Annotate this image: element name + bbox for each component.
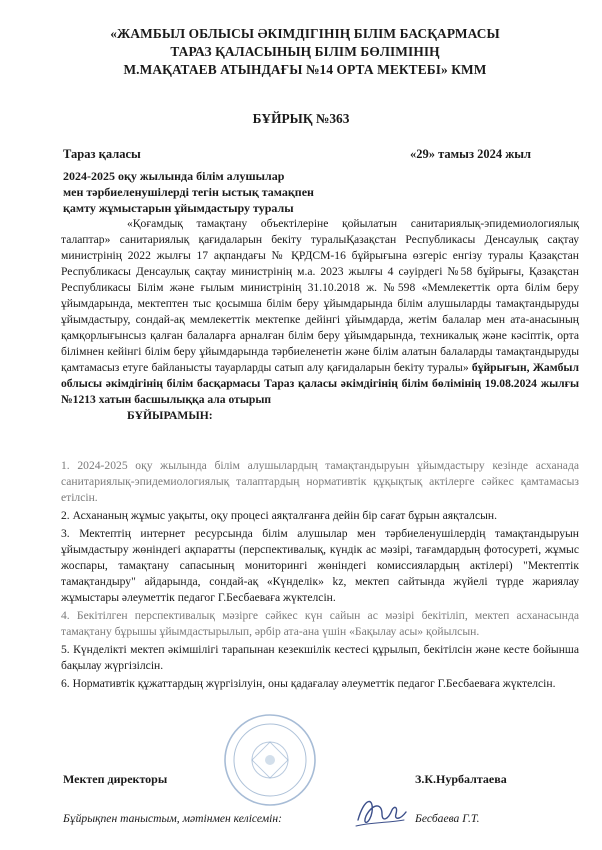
- header-line-1: «ЖАМБЫЛ ОБЛЫСЫ ӘКІМДІГІНІҢ БІЛІМ БАСҚАРМАСЫ: [110, 26, 500, 41]
- item-text: Мектептің интернет ресурсында білім алушылар мен тәрбиеленушілердің тамақтандыруын ұйымдастыру жөніндегі ақпаратты (перспективалық, күндік ас мәзірі, тағамдардың фотосуреті, жұмыс жоспары, тамақтану сапасының мониторингі жөніндегі комиссиялардың актілері) "Мектептік тамақтандыру" айдарында, сондай-ақ «Күнделік» kz, мектеп сайтында жүйелі түрде жариялау жұмыстары әлеуметтік педагог Г.Бесбаеваға жүктелсін.: [61, 527, 579, 604]
- item-number: 5.: [61, 643, 70, 656]
- intro-bold-tail: бұйрығын, Жамбыл облысы әкімдігінің білім басқармасы Тараз қаласы әкімдігінің білім бөлімінің 19.08.2024 жылғы №1213 хатын басшылыққа ала отырып: [61, 361, 579, 406]
- item-text: Күнделікті мектеп әкімшілігі тарапынан кезекшілік кестесі құрылып, бекітілсін және кесте бойынша бақылау жүргізілсін.: [61, 643, 579, 672]
- order-item-4: [61, 608, 579, 640]
- order-item-3: [61, 526, 579, 606]
- acknowledgement-name: Бесбаева Г.Т.: [415, 812, 480, 825]
- intro-text: «Қоғамдық тамақтану объектілеріне қойылатын санитариялық-эпидемиологиялық талаптар» санитариялық қағидаларын бекіту туралыҚазақстан Республикасы Денсаулық сақтау министрінің 2022 жылғы 17 ақпандағы № ҚРДСМ-16 бұйрығына өзгеріс енгізу туралы Қазақстан Республикасы Денсаулық сақтау министрінің м.а. 2023 жылғы 4 сәуірдегі №58 бұйрығы, Қазақстан Республикасы Білім және ғылым министрінің 31.10.2018 ж. №598 «Мемлекеттік орта білім беру ұйымдарында, мектептен тыс қосымша білім беру ұйымдарында білім алушыларды тамақтандыруды ұйымдастыру, сондай-ақ мемлекеттік мектепке дейінгі ұйымдарда, жетім балалар мен ата-анасының қамқорлығынсыз қалған балаларға арналған білім беру ұйымдарында, техникалық және кәсіптік, орта білімнен кейінгі білім беру ұйымдарында тәрбиеленетін және білім алатын балаларды тамақтандыруды қамтамасыз етуге байланысты тауарларды сатып алу қағидаларын бекіту туралы»: [61, 217, 579, 374]
- city-label: Тараз қаласы: [63, 147, 141, 161]
- header-line-2: ТАРАЗ ҚАЛАСЫНЫҢ БІЛІМ БӨЛІМІНІҢ: [170, 44, 440, 59]
- command-word: БҰЙЫРАМЫН:: [127, 409, 213, 422]
- header-line-3: М.МАҚАТАЕВ АТЫНДАҒЫ №14 ОРТА МЕКТЕБІ» КММ: [123, 62, 487, 77]
- item-text: Бекітілген перспективалық мәзірге сәйкес күн сайын ас мәзірі бекітіліп, мектеп асханасында тамақтану бұрышы ұйымдастырылып, әрбір ата-ана үшін «Бақылау асы» қойылсын.: [61, 609, 579, 638]
- subject-line-3: қамту жұмыстарын ұйымдастыру туралы: [63, 201, 294, 215]
- director-name: З.К.Нурбалтаева: [415, 772, 507, 786]
- order-items: [61, 458, 579, 694]
- item-text: Нормативтік құжаттардың жүргізілуін, оны қадағалау әлеуметтік педагог Г.Бесбаеваға жүктелсін.: [69, 677, 556, 690]
- subject-line-2: мен тәрбиеленушілерді тегін ыстық тамақпен: [63, 185, 314, 199]
- intro-paragraph: [61, 216, 579, 424]
- item-number: 2.: [61, 509, 70, 522]
- item-number: 1.: [61, 459, 70, 472]
- order-title: БҰЙРЫҚ №363: [252, 111, 350, 126]
- order-date: «29» тамыз 2024 жыл: [410, 147, 532, 161]
- subject-line-1: 2024-2025 оқу жылында білім алушылар: [63, 169, 285, 183]
- school-seal-icon: [222, 712, 318, 808]
- order-item-1: [61, 458, 579, 506]
- item-text: 2024-2025 оқу жылында білім алушылардың тамақтандыруын ұйымдастыру кезінде асханада санитариялық-эпидемиологиялық талаптардың нормативтік құқықтық актілерге сәйкес қамтамасыз етілсін.: [61, 459, 579, 504]
- acknowledgement-label: Бұйрықпен таныстым, мәтінмен келісемін:: [63, 812, 283, 825]
- item-number: 6.: [61, 677, 70, 690]
- handwritten-signature-icon: [352, 790, 410, 834]
- order-item-5: [61, 642, 579, 674]
- order-item-2: [61, 508, 579, 524]
- order-item-6: [61, 676, 579, 692]
- item-number: 4.: [61, 609, 70, 622]
- director-label: Мектеп директоры: [63, 772, 168, 786]
- item-number: 3.: [61, 527, 70, 540]
- item-text: Асхананың жұмыс уақыты, оқу процесі аяқталғанға дейін бір сағат бұрын аяқталсын.: [69, 509, 498, 522]
